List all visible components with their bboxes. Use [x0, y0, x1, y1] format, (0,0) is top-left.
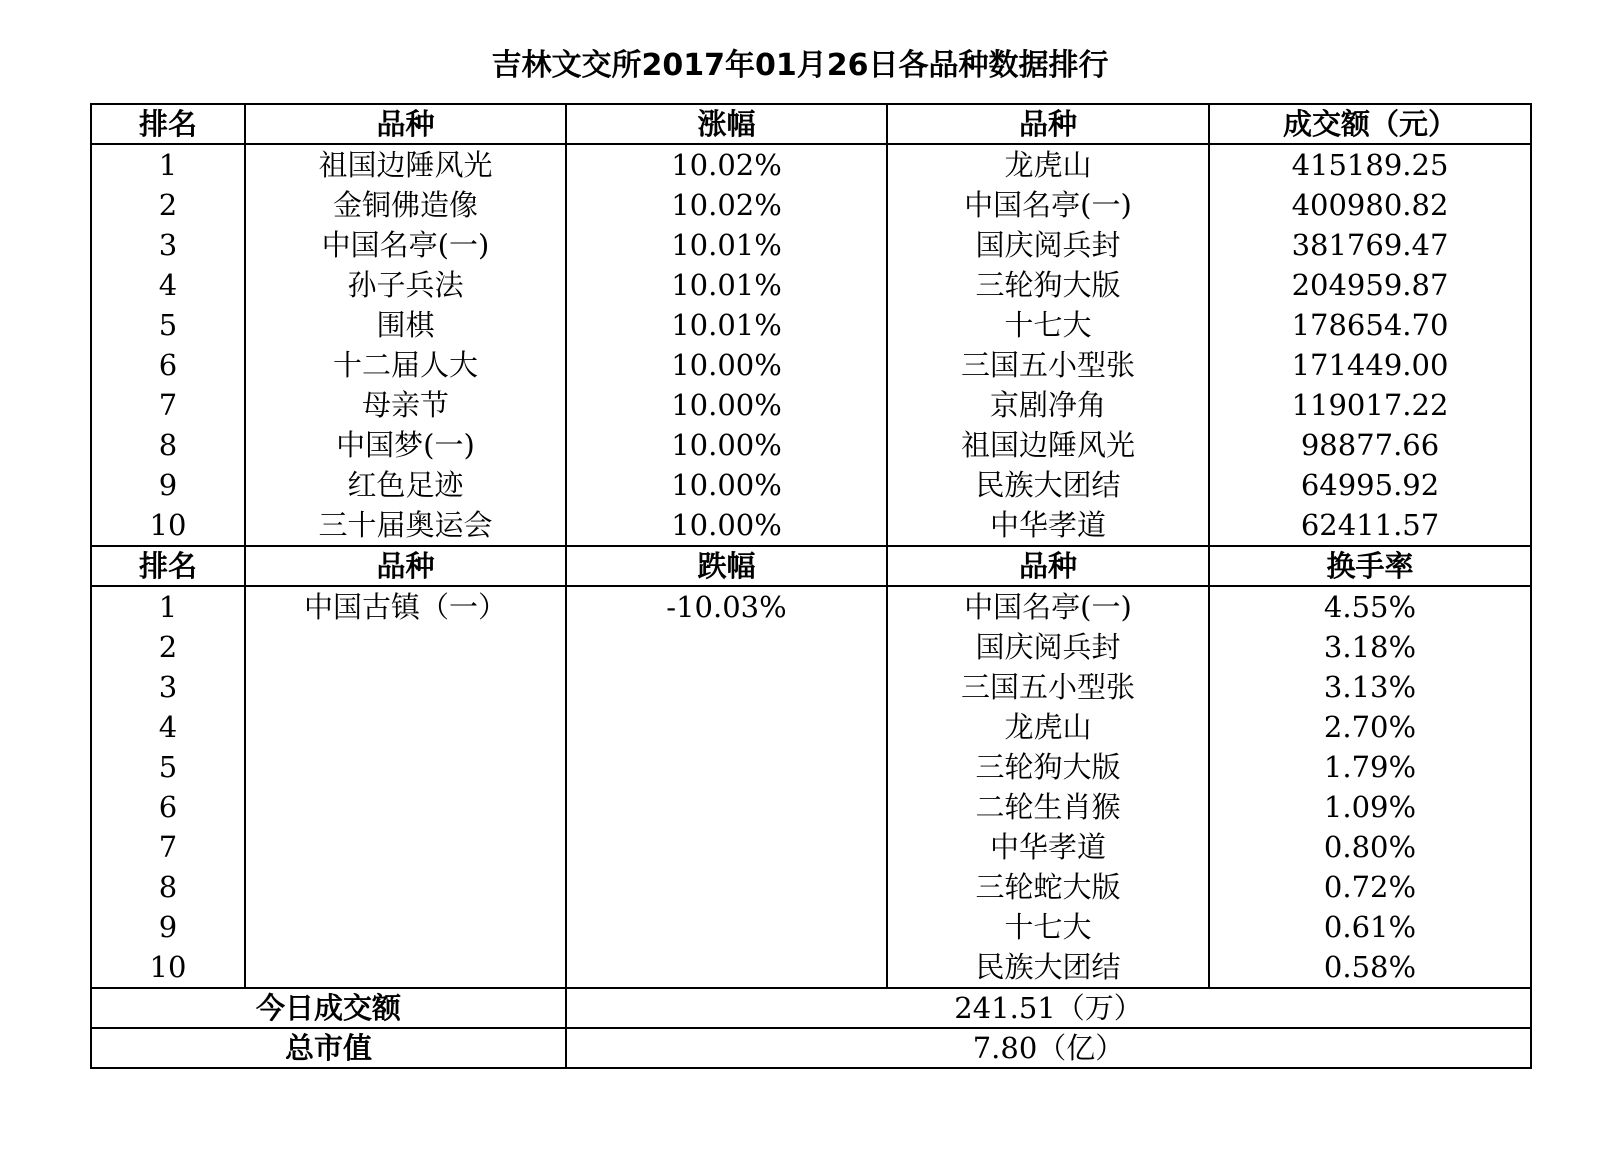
- pct-cell: 10.01%: [566, 265, 887, 305]
- name-cell: [245, 707, 566, 747]
- table-row: [91, 345, 1531, 385]
- rank-cell: 8: [91, 425, 245, 465]
- turnover-cell: 3.13%: [1209, 667, 1531, 707]
- table-row: [91, 385, 1531, 425]
- pct-cell: 10.02%: [566, 185, 887, 225]
- pct-cell: [566, 867, 887, 907]
- volume-cell: 119017.22: [1209, 385, 1531, 425]
- rank-cell: 6: [91, 787, 245, 827]
- rank-cell: 1: [91, 586, 245, 627]
- rank-cell: 7: [91, 385, 245, 425]
- pct-cell: 10.01%: [566, 305, 887, 345]
- name-cell: [245, 667, 566, 707]
- turnover-cell: 0.61%: [1209, 907, 1531, 947]
- table-row: [91, 627, 1531, 667]
- table-row: [91, 305, 1531, 345]
- summary-value: 7.80（亿）: [566, 1028, 1531, 1068]
- table-row: [91, 747, 1531, 787]
- table-row: [91, 707, 1531, 747]
- summary-value: 241.51（万）: [566, 988, 1531, 1028]
- table-row: [91, 144, 1531, 185]
- gain-header: 涨幅: [566, 104, 887, 144]
- volume-cell: 64995.92: [1209, 465, 1531, 505]
- table-row: [91, 667, 1531, 707]
- rank-cell: 2: [91, 185, 245, 225]
- name-cell: 母亲节: [245, 385, 566, 425]
- volume-cell: 98877.66: [1209, 425, 1531, 465]
- rank-cell: 5: [91, 305, 245, 345]
- name-cell: 中国古镇（一）: [245, 586, 566, 627]
- turnover-cell: 2.70%: [1209, 707, 1531, 747]
- gain-header-row: [91, 104, 1531, 144]
- pct-cell: [566, 707, 887, 747]
- volume-cell: 415189.25: [1209, 144, 1531, 185]
- to-name-cell: 三国五小型张: [887, 667, 1209, 707]
- vol-name-cell: 国庆阅兵封: [887, 225, 1209, 265]
- pct-cell: 10.00%: [566, 425, 887, 465]
- name-cell: 孙子兵法: [245, 265, 566, 305]
- to-name-cell: 十七大: [887, 907, 1209, 947]
- rank-cell: 2: [91, 627, 245, 667]
- turnover-cell: 3.18%: [1209, 627, 1531, 667]
- rank-cell: 8: [91, 867, 245, 907]
- rank-cell: 10: [91, 947, 245, 988]
- table-row: [91, 947, 1531, 988]
- pct-cell: 10.00%: [566, 505, 887, 546]
- rank-cell: 6: [91, 345, 245, 385]
- to-name-cell: 中华孝道: [887, 827, 1209, 867]
- turnover-variety-header: 品种: [887, 546, 1209, 586]
- name-cell: [245, 787, 566, 827]
- page-title: 吉林文交所2017年01月26日各品种数据排行: [491, 48, 1109, 83]
- name-cell: 十二届人大: [245, 345, 566, 385]
- summary-label: 今日成交额: [91, 988, 566, 1028]
- turnover-header: 换手率: [1209, 546, 1531, 586]
- volume-cell: 400980.82: [1209, 185, 1531, 225]
- rank-header: 排名: [91, 104, 245, 144]
- to-name-cell: 三轮蛇大版: [887, 867, 1209, 907]
- pct-cell: [566, 747, 887, 787]
- pct-cell: [566, 907, 887, 947]
- name-cell: 金铜佛造像: [245, 185, 566, 225]
- rank-cell: 7: [91, 827, 245, 867]
- pct-cell: -10.03%: [566, 586, 887, 627]
- rank-cell: 1: [91, 144, 245, 185]
- ranking-table: [90, 103, 1532, 1069]
- summary-row: [91, 988, 1531, 1028]
- pct-cell: 10.00%: [566, 465, 887, 505]
- turnover-cell: 1.79%: [1209, 747, 1531, 787]
- name-cell: [245, 747, 566, 787]
- pct-cell: [566, 627, 887, 667]
- rank-header: 排名: [91, 546, 245, 586]
- turnover-cell: 0.72%: [1209, 867, 1531, 907]
- volume-cell: 204959.87: [1209, 265, 1531, 305]
- table-row: [91, 465, 1531, 505]
- name-cell: 祖国边陲风光: [245, 144, 566, 185]
- pct-cell: 10.00%: [566, 345, 887, 385]
- variety-header: 品种: [245, 546, 566, 586]
- vol-name-cell: 十七大: [887, 305, 1209, 345]
- table-row: [91, 225, 1531, 265]
- turnover-cell: 4.55%: [1209, 586, 1531, 627]
- loss-header: 跌幅: [566, 546, 887, 586]
- pct-cell: [566, 947, 887, 988]
- vol-name-cell: 三国五小型张: [887, 345, 1209, 385]
- turnover-cell: 0.80%: [1209, 827, 1531, 867]
- to-name-cell: 民族大团结: [887, 947, 1209, 988]
- pct-cell: [566, 787, 887, 827]
- table-row: [91, 586, 1531, 627]
- name-cell: [245, 867, 566, 907]
- name-cell: 围棋: [245, 305, 566, 345]
- variety-header: 品种: [245, 104, 566, 144]
- name-cell: [245, 907, 566, 947]
- vol-name-cell: 三轮狗大版: [887, 265, 1209, 305]
- volume-cell: 171449.00: [1209, 345, 1531, 385]
- vol-name-cell: 龙虎山: [887, 144, 1209, 185]
- table-row: [91, 425, 1531, 465]
- rank-cell: 4: [91, 265, 245, 305]
- name-cell: [245, 827, 566, 867]
- pct-cell: 10.02%: [566, 144, 887, 185]
- pct-cell: 10.00%: [566, 385, 887, 425]
- summary-label: 总市值: [91, 1028, 566, 1068]
- table-row: [91, 787, 1531, 827]
- table-row: [91, 867, 1531, 907]
- to-name-cell: 三轮狗大版: [887, 747, 1209, 787]
- rank-cell: 9: [91, 907, 245, 947]
- vol-name-cell: 中华孝道: [887, 505, 1209, 546]
- volume-cell: 62411.57: [1209, 505, 1531, 546]
- rank-cell: 3: [91, 225, 245, 265]
- rank-cell: 5: [91, 747, 245, 787]
- name-cell: [245, 627, 566, 667]
- table-row: [91, 827, 1531, 867]
- to-name-cell: 二轮生肖猴: [887, 787, 1209, 827]
- vol-name-cell: 京剧净角: [887, 385, 1209, 425]
- turnover-cell: 1.09%: [1209, 787, 1531, 827]
- to-name-cell: 国庆阅兵封: [887, 627, 1209, 667]
- vol-name-cell: 民族大团结: [887, 465, 1209, 505]
- volume-header: 成交额（元）: [1209, 104, 1531, 144]
- pct-cell: [566, 667, 887, 707]
- name-cell: 中国梦(一): [245, 425, 566, 465]
- table-row: [91, 265, 1531, 305]
- rank-cell: 4: [91, 707, 245, 747]
- loss-header-row: [91, 546, 1531, 586]
- table-row: [91, 907, 1531, 947]
- name-cell: 三十届奥运会: [245, 505, 566, 546]
- turnover-cell: 0.58%: [1209, 947, 1531, 988]
- name-cell: 中国名亭(一): [245, 225, 566, 265]
- table-row: [91, 185, 1531, 225]
- pct-cell: [566, 827, 887, 867]
- name-cell: [245, 947, 566, 988]
- rank-cell: 10: [91, 505, 245, 546]
- summary-row: [91, 1028, 1531, 1068]
- name-cell: 红色足迹: [245, 465, 566, 505]
- volume-cell: 381769.47: [1209, 225, 1531, 265]
- volume-cell: 178654.70: [1209, 305, 1531, 345]
- to-name-cell: 龙虎山: [887, 707, 1209, 747]
- vol-name-cell: 祖国边陲风光: [887, 425, 1209, 465]
- vol-name-cell: 中国名亭(一): [887, 185, 1209, 225]
- pct-cell: 10.01%: [566, 225, 887, 265]
- to-name-cell: 中国名亭(一): [887, 586, 1209, 627]
- rank-cell: 3: [91, 667, 245, 707]
- table-row: [91, 505, 1531, 546]
- volume-variety-header: 品种: [887, 104, 1209, 144]
- rank-cell: 9: [91, 465, 245, 505]
